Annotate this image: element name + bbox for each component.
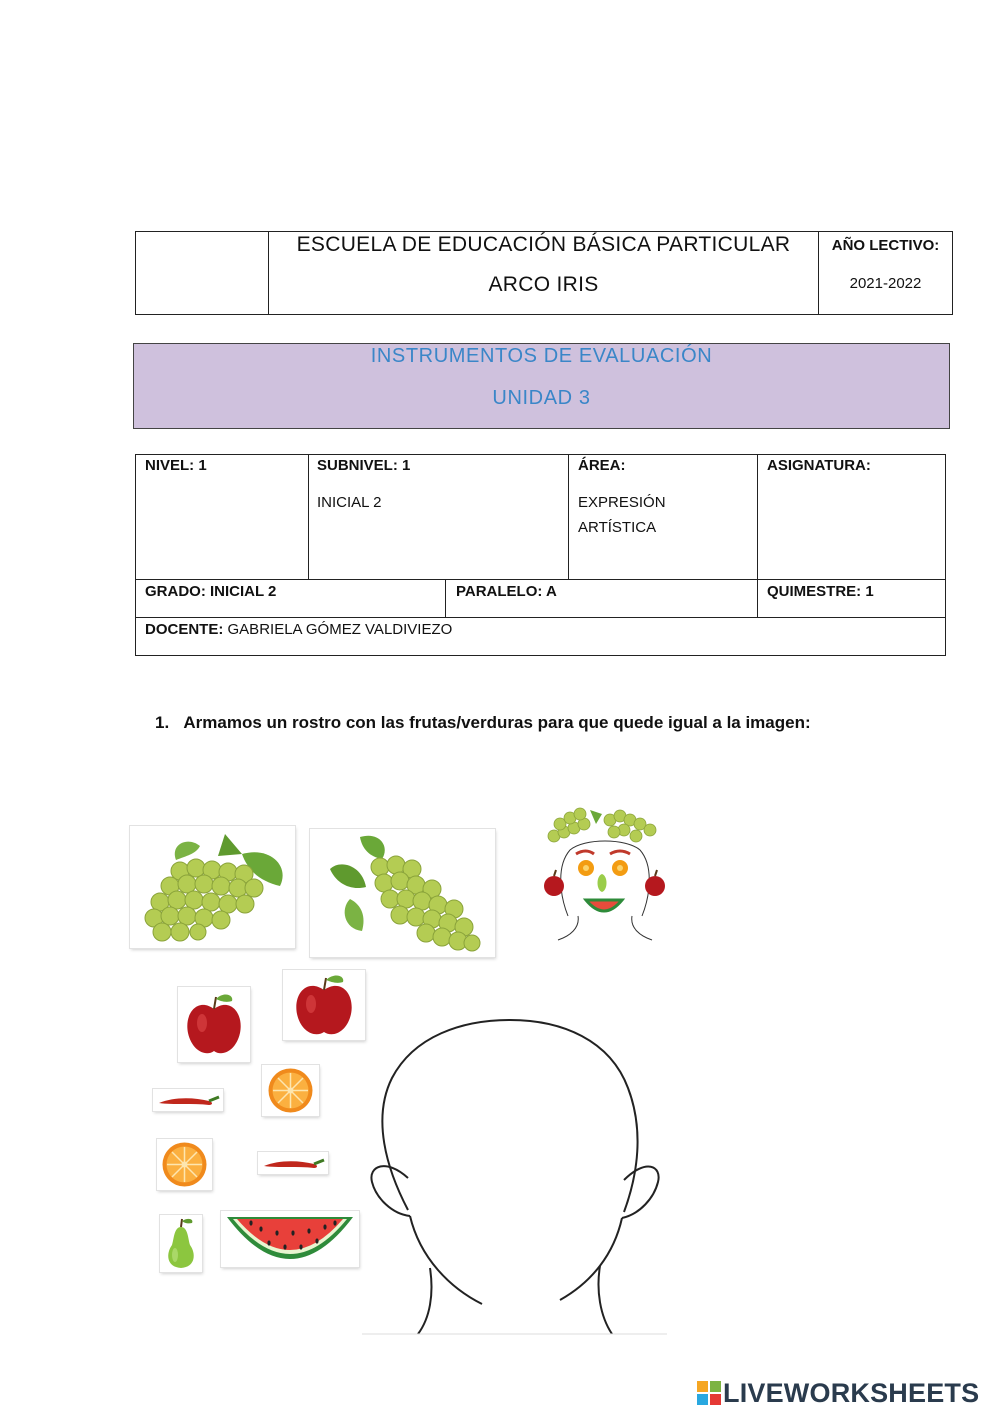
- school-name-line1: ESCUELA DE EDUCACIÓN BÁSICA PARTICULAR: [296, 233, 791, 256]
- orange-slice-image: [262, 1065, 319, 1116]
- apple-image: [178, 987, 250, 1062]
- area-value-line1: EXPRESIÓN: [578, 494, 666, 511]
- grado-label: GRADO: INICIAL 2: [145, 583, 277, 600]
- area-value-line2: ARTÍSTICA: [578, 519, 657, 536]
- orange-slice-image: [157, 1139, 212, 1190]
- banner-unit: UNIDAD 3: [492, 387, 591, 409]
- subnivel-value: INICIAL 2: [317, 494, 382, 511]
- evaluation-banner: [133, 343, 950, 429]
- chili-pepper-image: [258, 1152, 328, 1174]
- docente-value: GABRIELA GÓMEZ VALDIVIEZO: [223, 621, 453, 638]
- grapes-image: [130, 826, 295, 948]
- apple-image: [283, 970, 365, 1040]
- question-1: [155, 713, 811, 733]
- docente-row: [145, 621, 452, 638]
- school-cell: [269, 232, 819, 314]
- orange-card-2[interactable]: [157, 1139, 212, 1190]
- grapes-image: [310, 829, 495, 957]
- paralelo-label: PARALELO: A: [456, 583, 557, 600]
- orange-card-1[interactable]: [262, 1065, 319, 1116]
- chili-card-1[interactable]: [153, 1089, 223, 1111]
- year-value: 2021-2022: [849, 275, 922, 292]
- liveworksheets-logo-icon: [697, 1381, 721, 1405]
- banner-title: INSTRUMENTOS DE EVALUACIÓN: [370, 345, 713, 367]
- question-number: 1.: [155, 713, 170, 732]
- school-name-line2: ARCO IRIS: [488, 273, 599, 296]
- grapes-card-1[interactable]: [130, 826, 295, 948]
- area-label: ÁREA:: [578, 457, 626, 474]
- liveworksheets-logo: [697, 1378, 993, 1408]
- watermelon-card[interactable]: [221, 1211, 359, 1267]
- school-year-cell: [819, 232, 952, 314]
- question-text: Armamos un rostro con las frutas/verduras para que quede igual a la imagen:: [183, 713, 811, 732]
- apple-card-1[interactable]: [178, 987, 250, 1062]
- asignatura-label: ASIGNATURA:: [767, 457, 871, 474]
- quimestre-label: QUIMESTRE: 1: [767, 583, 874, 600]
- info-table: [135, 454, 946, 656]
- docente-label: DOCENTE:: [145, 621, 224, 638]
- nivel-label: NIVEL: 1: [145, 457, 207, 474]
- watermelon-slice-image: [221, 1211, 359, 1267]
- liveworksheets-logo-text: LIVEWORKSHEETS: [723, 1378, 980, 1408]
- pear-card[interactable]: [160, 1215, 202, 1272]
- year-label: AÑO LECTIVO:: [831, 237, 940, 254]
- logo-cell: [136, 232, 269, 314]
- chili-pepper-image: [153, 1089, 223, 1111]
- blank-face-drop-area[interactable]: [362, 1018, 667, 1336]
- chili-card-2[interactable]: [258, 1152, 328, 1174]
- pear-image: [160, 1215, 202, 1272]
- grapes-card-2[interactable]: [310, 829, 495, 957]
- subnivel-label: SUBNIVEL: 1: [317, 457, 411, 474]
- sample-fruit-face-image: [540, 806, 670, 944]
- header-table: [135, 231, 953, 315]
- apple-card-2[interactable]: [283, 970, 365, 1040]
